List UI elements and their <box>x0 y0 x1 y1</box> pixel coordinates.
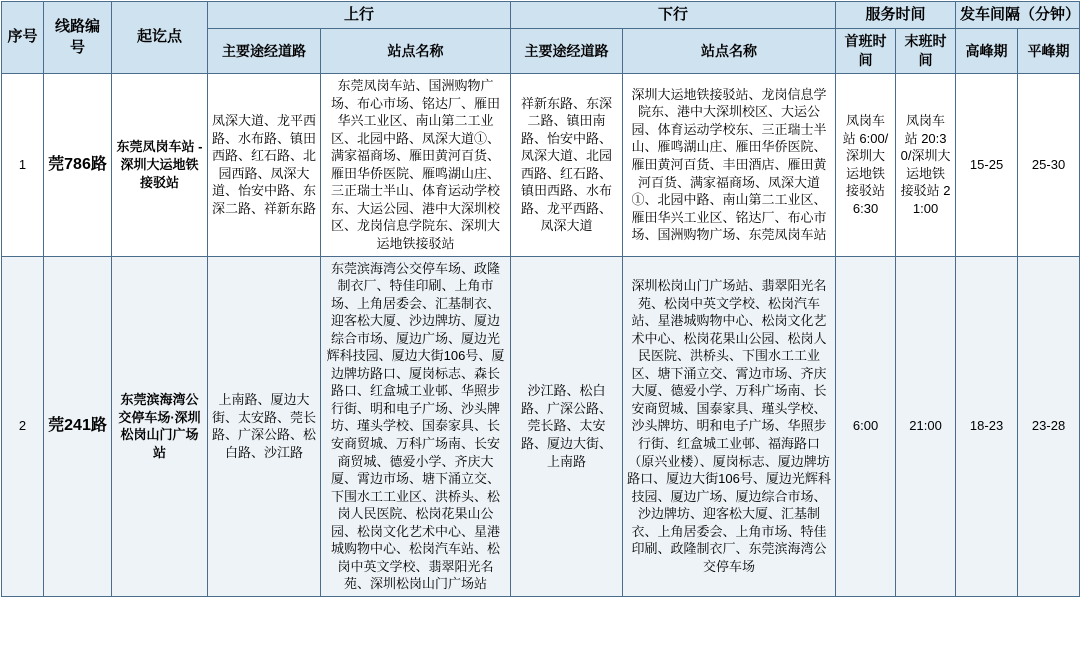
cell-first-bus: 6:00 <box>836 256 896 596</box>
header-down-main-roads: 主要途经道路 <box>511 29 623 74</box>
header-up-main-roads: 主要途经道路 <box>208 29 321 74</box>
cell-peak: 18-23 <box>956 256 1018 596</box>
cell-route-no: 莞241路 <box>44 256 112 596</box>
header-up-stop-names: 站点名称 <box>321 29 511 74</box>
table-body <box>2 74 1080 597</box>
cell-up-stops: 东莞凤岗车站、国洲购物广场、布心市场、铭达厂、雁田华兴工业区、南山第二工业区、北园中路、凤深大道①、满家福商场、雁田黄河百货、雁田华侨医院、雁鸣湖山庄、三正瑞士半山、体育运动学校东、大运公园、港中大深圳校区、龙岗信息学院东、深圳大运地铁接驳站 <box>321 74 511 256</box>
table-header <box>2 2 1080 74</box>
cell-endpoints: 东莞凤岗车站 - 深圳大运地铁接驳站 <box>112 74 208 256</box>
header-down-stop-names: 站点名称 <box>623 29 836 74</box>
header-departure-interval: 发车间隔（分钟） <box>956 2 1080 29</box>
header-index: 序号 <box>2 2 44 74</box>
header-up-direction: 上行 <box>208 2 511 29</box>
cell-up-roads: 上南路、厦边大街、太安路、莞长路、广深公路、松白路、沙江路 <box>208 256 321 596</box>
cell-peak: 15-25 <box>956 74 1018 256</box>
header-first-bus: 首班时间 <box>836 29 896 74</box>
cell-index: 2 <box>2 256 44 596</box>
header-service-time: 服务时间 <box>836 2 956 29</box>
cell-index: 1 <box>2 74 44 256</box>
cell-down-stops: 深圳大运地铁接驳站、龙岗信息学院东、港中大深圳校区、大运公园、体育运动学校东、三正瑞士半山、雁鸣湖山庄、雁田华侨医院、雁田黄河百货、丰田酒店、雁田黄河百货、满家福商场、凤深大道①、北园中路、南山第二工业区、雁田华兴工业区、铭达厂、布心市场、国洲购物广场、东莞凤岗车站 <box>623 74 836 256</box>
bus-route-table-sheet <box>0 1 1080 597</box>
header-endpoints: 起讫点 <box>112 2 208 74</box>
cell-last-bus: 凤岗车站 20:30/深圳大运地铁接驳站 21:00 <box>896 74 956 256</box>
header-off-peak: 平峰期 <box>1018 29 1080 74</box>
cell-last-bus: 21:00 <box>896 256 956 596</box>
table-row <box>2 256 1080 596</box>
cell-route-no: 莞786路 <box>44 74 112 256</box>
header-peak: 高峰期 <box>956 29 1018 74</box>
cell-off-peak: 23-28 <box>1018 256 1080 596</box>
bus-route-table <box>1 1 1080 597</box>
cell-first-bus: 凤岗车站 6:00/深圳大运地铁接驳站 6:30 <box>836 74 896 256</box>
cell-off-peak: 25-30 <box>1018 74 1080 256</box>
cell-up-stops: 东莞滨海湾公交停车场、政隆制衣厂、特佳印刷、上角市场、上角居委会、汇基制衣、迎客松大厦、沙边牌坊、厦边综合市场、厦边广场、厦边光辉科技园、厦边大街106号、厦边牌坊路口、厦岗标志、森长路口、红盒城工业邨、华照步行街、明和电子广场、沙头牌坊、瑾头学校、国泰家具、长安商贸城、万科广场南、长安商贸城、德爱小学、齐庆大厦、霄边市场、塘下涌立交、下围水工工业区、洪桥头、松岗人民医院、松岗花果山公园、松岗文化艺术中心、星港城购物中心、松岗汽车站、松岗中英文学校、翡翠阳光名苑、深圳松岗山门广场站 <box>321 256 511 596</box>
table-row <box>2 74 1080 256</box>
cell-endpoints: 东莞滨海湾公交停车场·深圳松岗山门广场站 <box>112 256 208 596</box>
header-last-bus: 末班时间 <box>896 29 956 74</box>
cell-up-roads: 凤深大道、龙平西路、水布路、镇田西路、红石路、北园西路、凤深大道、怡安中路、东深二路、祥新东路 <box>208 74 321 256</box>
header-down-direction: 下行 <box>511 2 836 29</box>
cell-down-roads: 祥新东路、东深二路、镇田南路、怡安中路、凤深大道、北园西路、红石路、镇田西路、水布路、龙平西路、凤深大道 <box>511 74 623 256</box>
header-route-no: 线路编号 <box>44 2 112 74</box>
cell-down-roads: 沙江路、松白路、广深公路、莞长路、太安路、厦边大街、上南路 <box>511 256 623 596</box>
cell-down-stops: 深圳松岗山门广场站、翡翠阳光名苑、松岗中英文学校、松岗汽车站、星港城购物中心、松岗文化艺术中心、松岗花果山公园、松岗人民医院、洪桥头、下围水工工业区、塘下涌立交、霄边市场、齐庆大厦、德爱小学、万科广场南、长安商贸城、国泰家具、瑾头学校、沙头牌坊、明和电子广场、华照步行街、红盒城工业邨、福海路口（原兴业楼）、厦岗标志、厦边牌坊路口、厦边大街106号、厦边光辉科技园、厦边广场、厦边综合市场、沙边牌坊、迎客松大厦、汇基制衣、上角居委会、上角市场、特佳印刷、政隆制衣厂、东莞滨海湾公交停车场 <box>623 256 836 596</box>
header-row-top <box>2 2 1080 29</box>
